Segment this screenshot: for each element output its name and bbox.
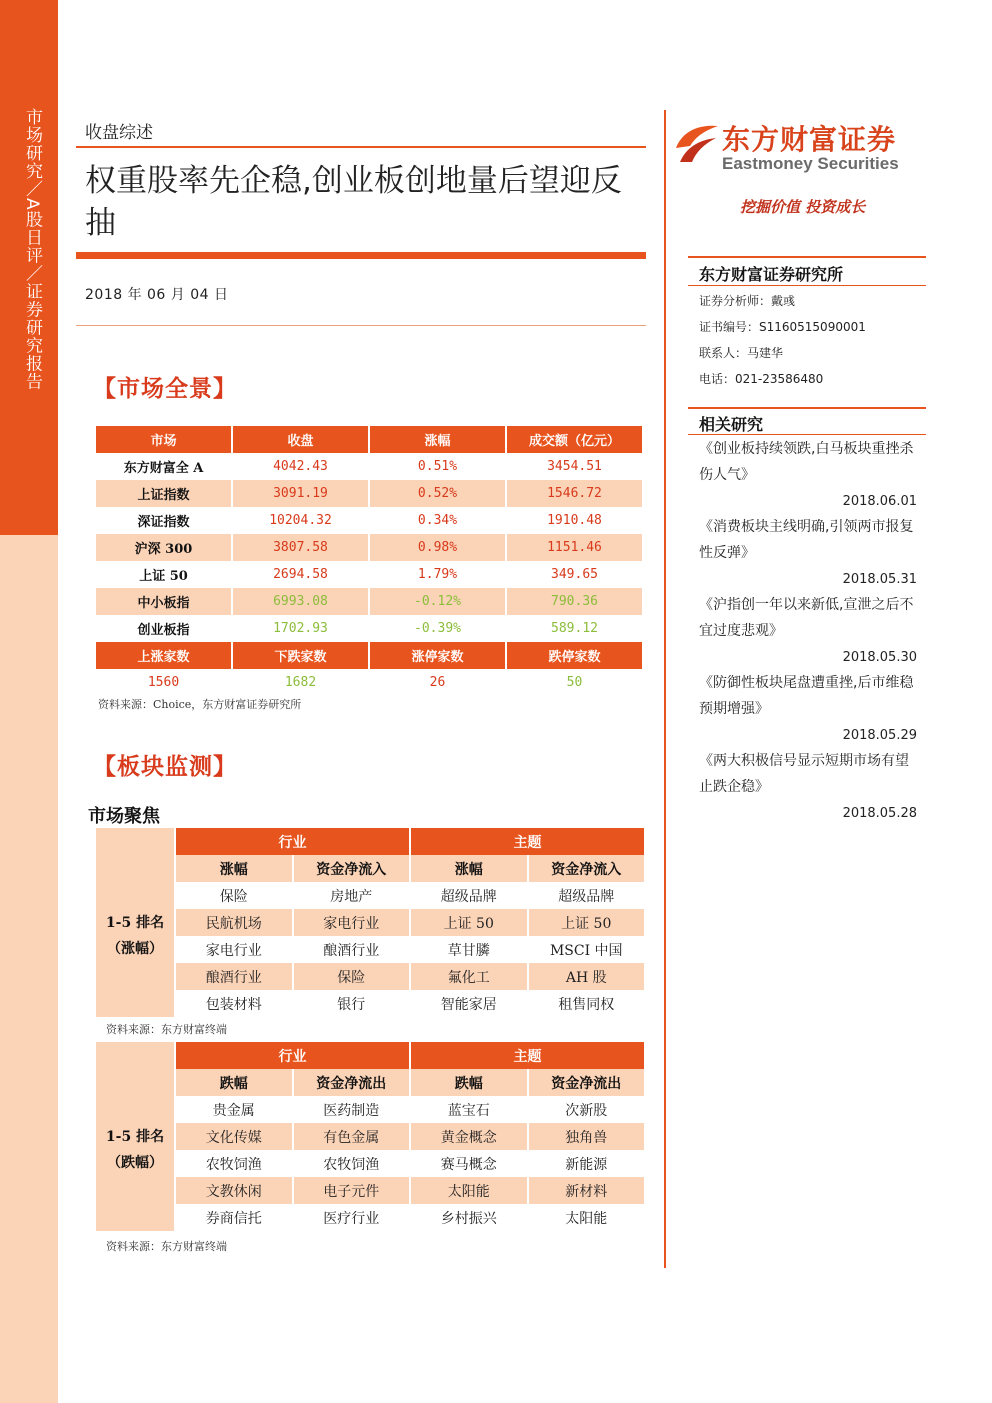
table-cell: 赛马概念: [409, 1150, 527, 1177]
table-cell: 家电行业: [292, 909, 410, 936]
table-cell: 超级品牌: [409, 882, 527, 909]
index-turnover: 3454.51: [547, 459, 602, 474]
column-header: 市场: [96, 426, 231, 453]
group-header-industry: 行业: [174, 828, 409, 855]
corner-cell: [96, 828, 174, 855]
related-research-title: 相关研究: [699, 415, 764, 434]
index-turnover: 349.65: [551, 567, 598, 582]
related-top-rule: [688, 407, 926, 409]
table-cell: 上证 50: [409, 909, 527, 936]
market-table-header: [96, 426, 642, 453]
table-row: [96, 480, 642, 507]
index-close: 6993.08: [233, 588, 368, 615]
group-header-theme: 主题: [409, 1042, 644, 1069]
table-cell: MSCI 中国: [527, 936, 645, 963]
table-cell: 太阳能: [527, 1204, 645, 1231]
index-change: -0.12%: [370, 588, 505, 615]
related-report-link[interactable]: 《消费板块主线明确,引领两市报复性反弹》: [699, 519, 914, 561]
index-change: 0.98%: [370, 534, 505, 561]
index-close: 10204.32: [269, 513, 332, 528]
related-report-date: 2018.05.29: [842, 728, 917, 743]
advancers-count: 1560: [147, 675, 180, 690]
index-name: 沪深 300: [96, 534, 231, 561]
table-cell: 乡村振兴: [409, 1204, 527, 1231]
eastmoney-logo-icon: [672, 118, 720, 166]
count-header-row: [96, 642, 642, 669]
column-header: 涨幅: [370, 426, 505, 453]
table-row: [96, 1150, 644, 1177]
column-header: 涨幅: [174, 855, 292, 882]
table-cell: 银行: [292, 990, 410, 1017]
table-cell: 超级品牌: [527, 882, 645, 909]
index-turnover: 1151.46: [507, 534, 642, 561]
table-cell: 氟化工: [409, 963, 527, 990]
sub-header-row: [96, 855, 644, 882]
limit-down-count: 50: [566, 675, 583, 690]
sub-header-row: [96, 1069, 644, 1096]
index-close: 2694.58: [273, 567, 328, 582]
table-cell: 家电行业: [174, 936, 292, 963]
related-report-link[interactable]: 《防御性板块尾盘遭重挫,后市维稳预期增强》: [699, 675, 914, 717]
index-turnover: 790.36: [507, 588, 642, 615]
index-name: 上证 50: [139, 569, 188, 584]
table-cell: 黄金概念: [409, 1123, 527, 1150]
rank-row-header: 1-5 排名（涨幅）: [96, 855, 174, 1017]
table-row: [96, 882, 644, 909]
index-change: 0.34%: [417, 513, 458, 528]
table-row: [96, 615, 642, 642]
index-name: 上证指数: [96, 480, 231, 507]
index-turnover: 1910.48: [547, 513, 602, 528]
table-row: [96, 561, 642, 588]
column-header: 跌幅: [174, 1069, 292, 1096]
table-row: [96, 1204, 644, 1231]
related-report-link[interactable]: 《沪指创一年以来新低,宣泄之后不宜过度悲观》: [699, 597, 914, 639]
table-cell: 蓝宝石: [409, 1096, 527, 1123]
table-row: [96, 909, 644, 936]
index-close: 3807.58: [233, 534, 368, 561]
losers-source: 资料来源：东方财富终端: [106, 1240, 227, 1253]
index-change: -0.39%: [414, 621, 461, 636]
table-cell: 医疗行业: [292, 1204, 410, 1231]
sector-monitor-title: 【板块监测】: [93, 753, 237, 780]
market-focus-title: 市场聚焦: [88, 806, 160, 827]
table-row: [96, 990, 644, 1017]
institute-rule: [688, 285, 926, 286]
table-cell: 新能源: [527, 1150, 645, 1177]
count-row: [96, 669, 642, 696]
contact: 联系人：马建华: [699, 346, 784, 360]
table-cell: AH 股: [527, 963, 645, 990]
column-header: 资金净流出: [292, 1069, 410, 1096]
column-header: 成交额（亿元）: [507, 426, 642, 453]
table-cell: 次新股: [527, 1096, 645, 1123]
column-header: 资金净流出: [527, 1069, 645, 1096]
table-cell: 酿酒行业: [292, 936, 410, 963]
table-row: [96, 963, 644, 990]
limit-up-count: 26: [429, 675, 446, 690]
related-report-date: 2018.06.01: [842, 494, 917, 509]
gainers-table: [96, 828, 644, 1017]
index-change: 0.52%: [370, 480, 505, 507]
table-cell: 太阳能: [409, 1177, 527, 1204]
index-close: 3091.19: [233, 480, 368, 507]
report-date: 2018 年 06 月 04 日: [85, 287, 229, 303]
group-header-row: [96, 1042, 644, 1069]
index-turnover: 1546.72: [507, 480, 642, 507]
table-cell: 文教休闲: [174, 1177, 292, 1204]
page-title: 权重股率先企稳,创业板创地量后望迎反抽: [85, 163, 622, 241]
table-row: [96, 936, 644, 963]
related-report-link[interactable]: 《创业板持续领跌,白马板块重挫杀伤人气》: [699, 441, 914, 483]
index-close: 4042.43: [273, 459, 328, 474]
index-name: 东方财富全 A: [123, 461, 204, 476]
column-header: 涨幅: [409, 855, 527, 882]
table-cell: 保险: [292, 963, 410, 990]
column-header: 涨停家数: [370, 642, 505, 669]
table-cell: 新材料: [527, 1177, 645, 1204]
phone: 电话：021-23586480: [699, 372, 824, 386]
table-row: [96, 453, 642, 480]
brand-name-en: Eastmoney Securities: [722, 154, 899, 173]
index-change: 1.79%: [417, 567, 458, 582]
index-name: 创业板指: [137, 623, 190, 638]
title-bar: [76, 252, 646, 259]
losers-table: [96, 1042, 644, 1231]
table-cell: 农牧饲渔: [292, 1150, 410, 1177]
index-name: 深证指数: [137, 515, 190, 530]
table-row: [96, 534, 642, 561]
table-cell: 租售同权: [527, 990, 645, 1017]
institute-title: 东方财富证券研究所: [699, 265, 844, 284]
table-cell: 上证 50: [527, 909, 645, 936]
related-report-date: 2018.05.28: [842, 806, 917, 821]
column-header: 上涨家数: [96, 642, 231, 669]
table-row: [96, 1123, 644, 1150]
brand-name-cn: 东方财富证券: [722, 123, 897, 156]
table-cell: 独角兽: [527, 1123, 645, 1150]
group-header-row: [96, 828, 644, 855]
market-overview-title: 【市场全景】: [93, 375, 237, 402]
table-row: [96, 1096, 644, 1123]
related-rule: [688, 434, 926, 435]
table-cell: 农牧饲渔: [174, 1150, 292, 1177]
table-row: [96, 507, 642, 534]
table-cell: 文化传媒: [174, 1123, 292, 1150]
date-divider: [76, 325, 646, 326]
column-header: 跌幅: [409, 1069, 527, 1096]
table-row: [96, 588, 642, 615]
column-header: 跌停家数: [507, 642, 642, 669]
table-cell: 保险: [174, 882, 292, 909]
related-report-date: 2018.05.31: [842, 572, 917, 587]
header-divider: [76, 146, 646, 148]
cert-number: 证书编号：S1160515090001: [699, 320, 866, 334]
institute-top-rule: [688, 256, 926, 258]
related-report-link[interactable]: 《两大积极信号显示短期市场有望止跌企稳》: [699, 753, 909, 795]
column-header: 资金净流入: [527, 855, 645, 882]
column-header: 资金净流入: [292, 855, 410, 882]
index-close: 1702.93: [273, 621, 328, 636]
column-divider: [664, 110, 666, 1268]
rank-row-header: 1-5 排名（跌幅）: [96, 1069, 174, 1231]
gainers-source: 资料来源：东方财富终端: [106, 1023, 227, 1036]
index-turnover: 589.12: [551, 621, 598, 636]
table-cell: 酿酒行业: [174, 963, 292, 990]
table-row: [96, 1177, 644, 1204]
related-report-date: 2018.05.30: [842, 650, 917, 665]
table-cell: 房地产: [292, 882, 410, 909]
brand-slogan: 挖掘价值 投资成长: [740, 198, 866, 216]
market-source: 资料来源：Choice，东方财富证券研究所: [98, 698, 302, 711]
column-header: 下跌家数: [233, 642, 368, 669]
table-cell: 电子元件: [292, 1177, 410, 1204]
group-header-theme: 主题: [409, 828, 644, 855]
table-cell: 智能家居: [409, 990, 527, 1017]
report-category-vertical: 市场研究／A股日评／证券研究报告: [22, 108, 42, 391]
analyst: 证券分析师：戴彧: [699, 294, 796, 308]
table-cell: 民航机场: [174, 909, 292, 936]
table-cell: 有色金属: [292, 1123, 410, 1150]
table-cell: 医药制造: [292, 1096, 410, 1123]
market-table: [94, 426, 644, 696]
table-cell: 贵金属: [174, 1096, 292, 1123]
group-header-industry: 行业: [174, 1042, 409, 1069]
section-label: 收盘综述: [85, 123, 153, 143]
index-name: 中小板指: [96, 588, 231, 615]
table-cell: 券商信托: [174, 1204, 292, 1231]
index-change: 0.51%: [417, 459, 458, 474]
decliners-count: 1682: [284, 675, 317, 690]
column-header: 收盘: [233, 426, 368, 453]
corner-cell: [96, 1042, 174, 1069]
table-cell: 包装材料: [174, 990, 292, 1017]
table-cell: 草甘膦: [409, 936, 527, 963]
